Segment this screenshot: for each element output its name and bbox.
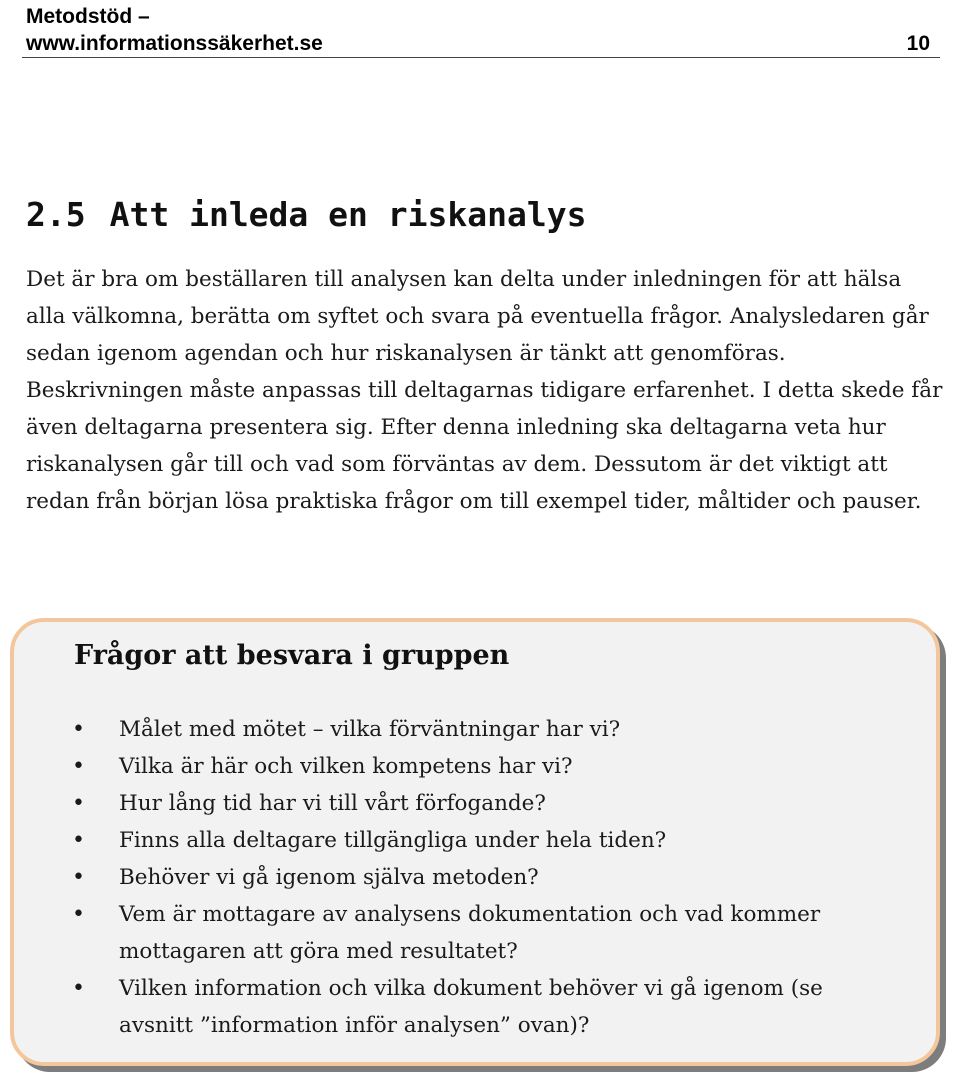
bullet-icon: • [72,828,85,853]
list-item-text: Finns alla deltagare tillgängliga under hela tiden? [119,828,667,853]
header-title: Metodstöd – [26,5,150,28]
list-item [72,859,892,896]
bullet-icon: • [72,902,85,927]
list-item [72,970,892,1044]
list-item-text: Vem är mottagare av analysens dokumentation och vad kommer mottagaren att göra med resultatet? [119,902,821,964]
questions-list [72,711,892,1044]
list-item-text: Vilken information och vilka dokument behöver vi gå igenom (se avsnitt ”information inför analysen” ovan)? [119,976,823,1038]
list-item [72,896,892,970]
page-number: 10 [906,32,930,55]
header-website: www.informationssäkerhet.se [26,32,323,55]
section-title: Att inleda en riskanalys [109,195,587,234]
bullet-icon: • [72,976,85,1001]
bullet-icon: • [72,791,85,816]
section-heading [26,190,586,240]
bullet-icon: • [72,865,85,890]
questions-box-title: Frågor att besvara i gruppen [74,640,510,671]
list-item [72,785,892,822]
section-number: 2.5 [26,195,86,234]
list-item [72,822,892,859]
bullet-icon: • [72,717,85,742]
list-item [72,711,892,748]
list-item-text: Vilka är här och vilken kompetens har vi? [119,754,573,779]
body-paragraph: Det är bra om beställaren till analysen kan delta under inledningen för att hälsa alla välkomna, berätta om syftet och svara på eventuella frågor. Analysledaren går sedan igenom agendan och hur riskanalysen är tänkt att genomföras. Beskrivningen måste anpassas till deltagarnas tidigare erfarenhet. I detta skede får även deltagarna presentera sig. Efter denna inledning ska deltagarna veta hur riskanalysen går till och vad som förväntas av dem. Dessutom är det viktigt att redan från början lösa praktiska frågor om till exempel tider, måltider och pauser. [26,267,943,514]
page-header [22,3,940,58]
list-item [72,748,892,785]
questions-box [10,618,940,1066]
list-item-text: Hur lång tid har vi till vårt förfogande? [119,791,546,816]
list-item-text: Behöver vi gå igenom själva metoden? [119,865,539,890]
bullet-icon: • [72,754,85,779]
list-item-text: Målet med mötet – vilka förväntningar har vi? [119,717,621,742]
